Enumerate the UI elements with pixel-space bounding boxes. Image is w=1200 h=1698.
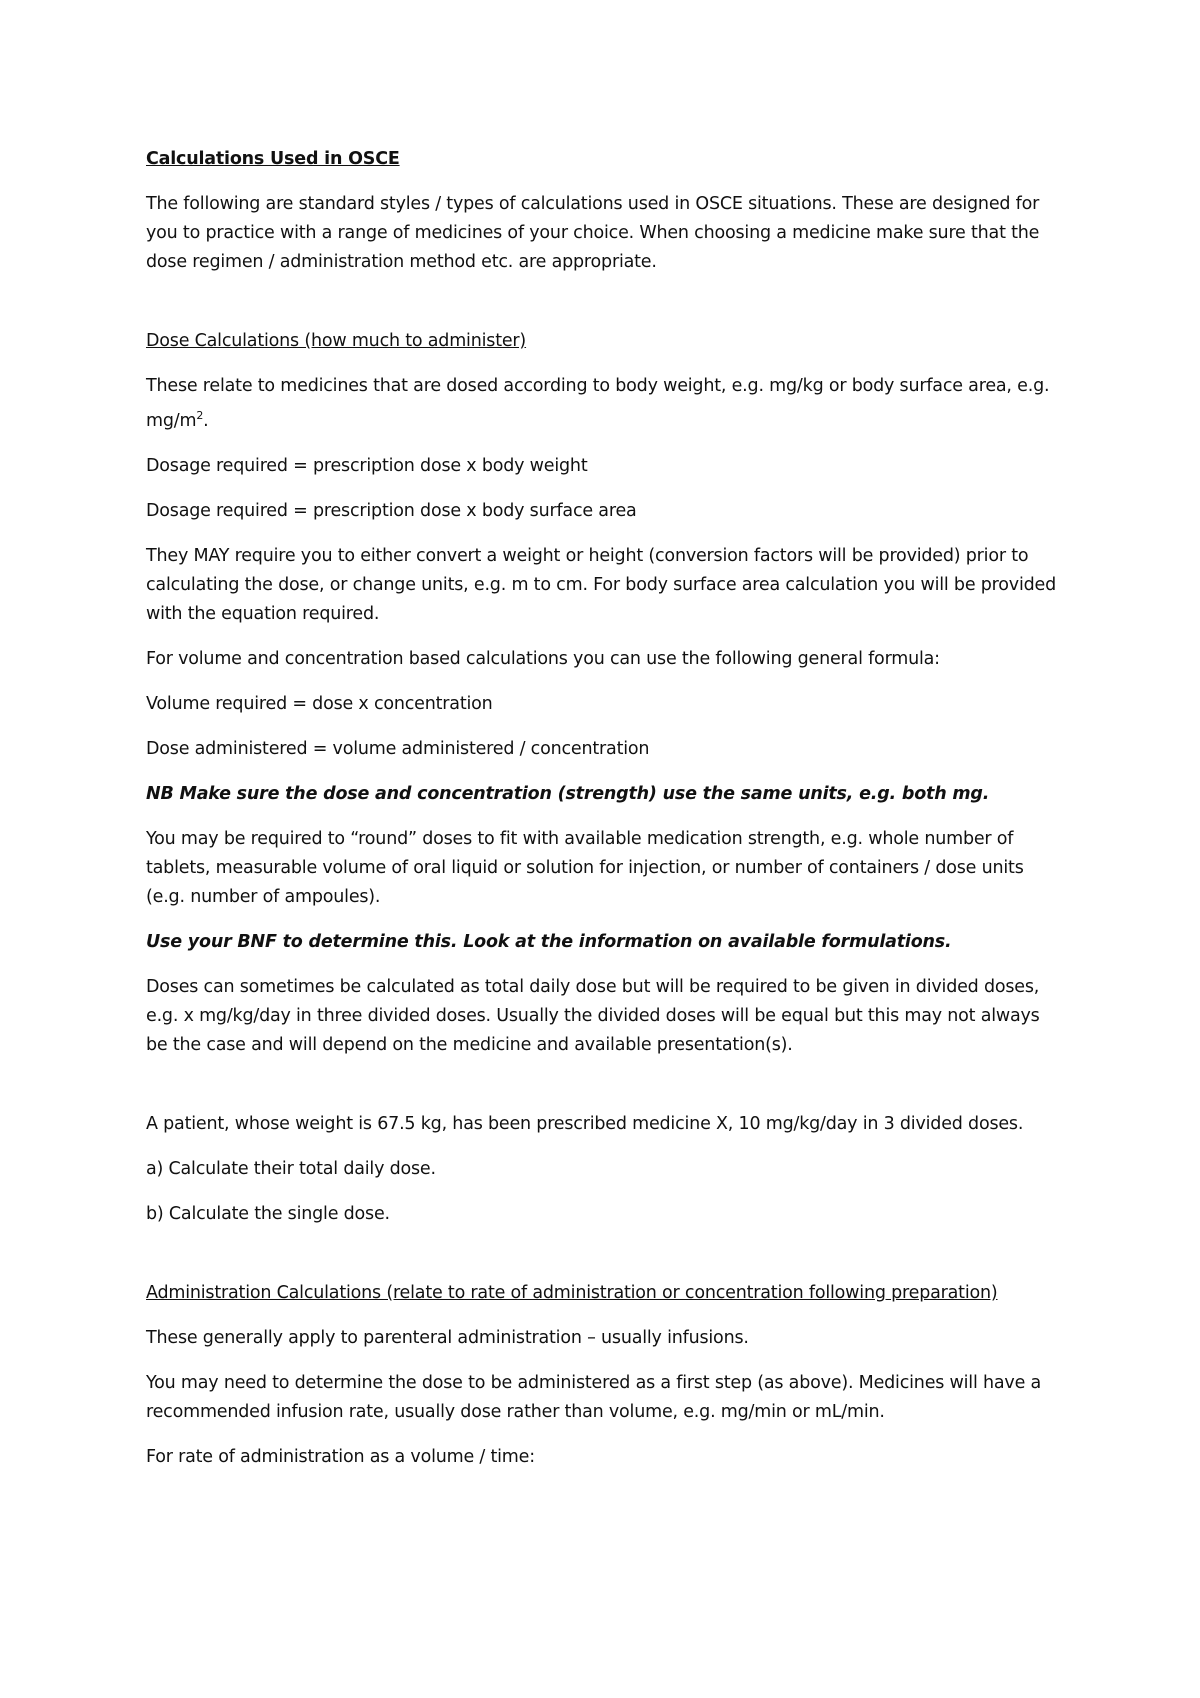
superscript-two: 2 [196,409,204,422]
document-title-text: Calculations Used in OSCE [146,149,400,169]
document-title [146,145,1066,174]
dose-relate-text: These relate to medicines that are dosed according to body weight, e.g. mg/kg or body surface area, e.g. mg/m [146,376,1050,431]
admin-section-heading-text: Administration Calculations (relate to rate of administration or concentration following preparation) [146,1282,998,1303]
rounding-note-paragraph: You may be required to “round” doses to fit with available medication strength, e.g. whole number of tablets, measurable volume of oral liquid or solution for injection, or number of containers / dose units (e.g. number of ampoules). [146,828,1024,907]
intro-paragraph: The following are standard styles / types of calculations used in OSCE situations. These are designed for you to practice with a range of medicines of your choice. When choosing a medicine make sure that the dose regimen / administration method etc. are appropriate. [146,194,1040,272]
parenteral-note-paragraph: These generally apply to parenteral administration – usually infusions. [146,1327,749,1348]
bnf-note: Use your BNF to determine this. Look at the information on available formulations. [146,931,952,952]
formula-volume-required: Volume required = dose x concentration [146,693,493,714]
divided-doses-paragraph: Doses can sometimes be calculated as total daily dose but will be required to be given in divided doses, e.g. x mg/kg/day in three divided doses. Usually the divided doses will be equal but this may not always be the case and will depend on the medicine and available presentation(s). [146,976,1040,1055]
dose-relate-suffix: . [203,410,209,431]
volume-intro-paragraph: For volume and concentration based calculations you can use the following general formula: [146,648,940,669]
formula-body-surface-area: Dosage required = prescription dose x body surface area [146,500,637,521]
example-scenario: A patient, whose weight is 67.5 kg, has been prescribed medicine X, 10 mg/kg/day in 3 divided doses. [146,1113,1024,1134]
dose-section-heading-text: Dose Calculations (how much to administer) [146,331,527,351]
nb-units-note: NB Make sure the dose and concentration (strength) use the same units, e.g. both mg. [146,783,990,804]
dose-section-heading [146,327,1066,356]
example-question-b: b) Calculate the single dose. [146,1203,390,1224]
document-body [146,145,1066,1488]
rate-intro-paragraph: For rate of administration as a volume / time: [146,1446,535,1467]
admin-section-heading [146,1279,1066,1308]
infusion-note-paragraph: You may need to determine the dose to be administered as a first step (as above). Medicines will have a recommended infusion rate, usually dose rather than volume, e.g. mg/min or mL/min. [146,1372,1042,1422]
formula-body-weight: Dosage required = prescription dose x body weight [146,455,588,476]
example-question-a: a) Calculate their total daily dose. [146,1158,436,1179]
formula-dose-administered: Dose administered = volume administered / concentration [146,738,650,759]
conversion-note-paragraph: They MAY require you to either convert a weight or height (conversion factors will be provided) prior to calculating the dose, or change units, e.g. m to cm. For body surface area calculation you will be provided with the equation required. [146,545,1056,624]
dose-relate-paragraph [146,372,1066,436]
